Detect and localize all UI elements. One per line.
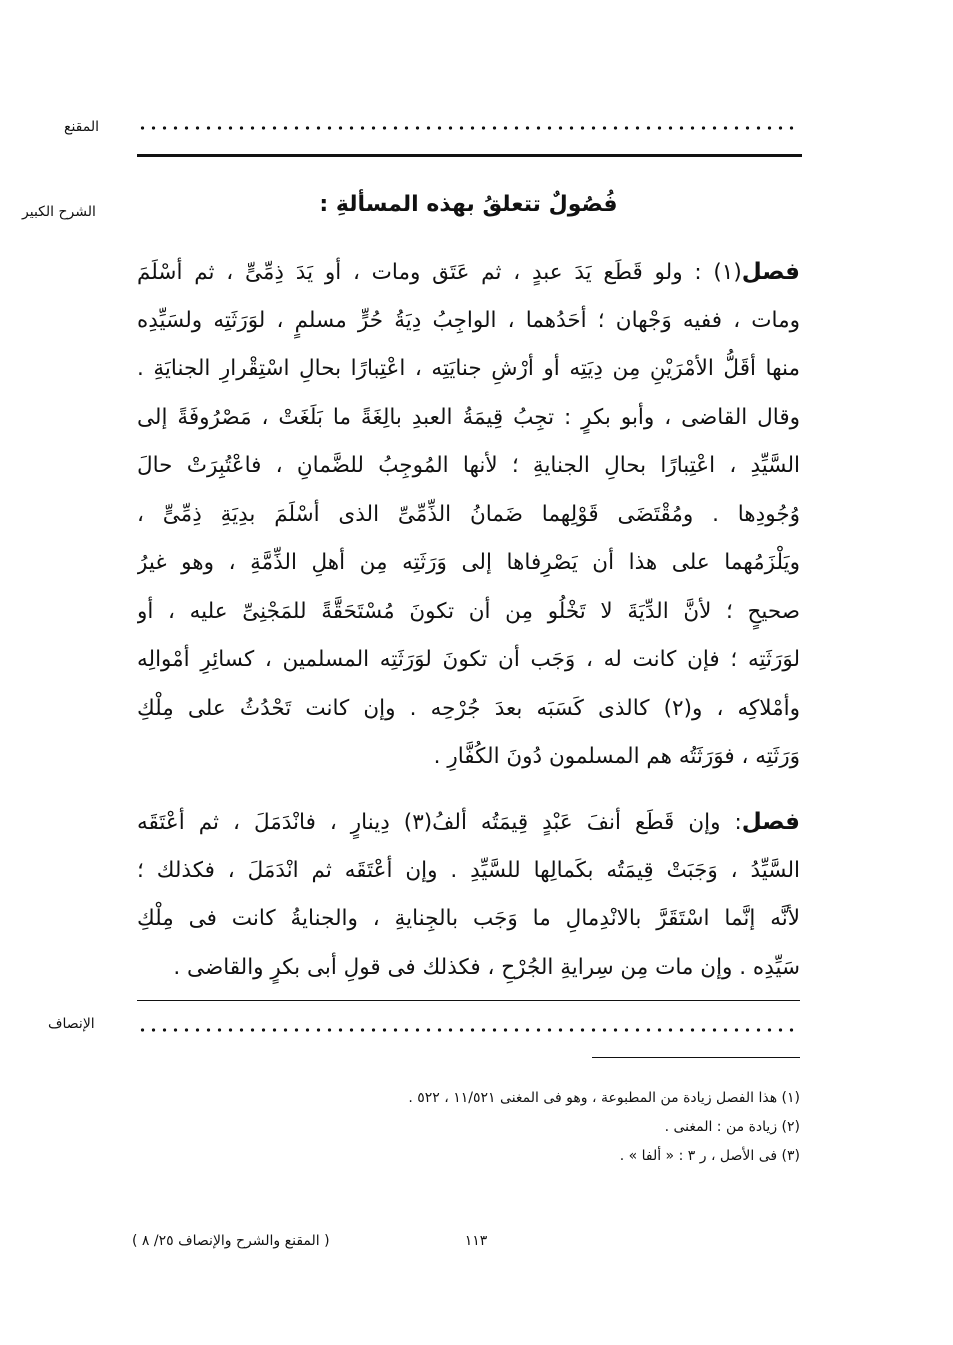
text-line: وأمْلاكِه ، و(٢) كالذى كَسَبَه بعدَ جُرْحِه . وإن كانت تَحْدُثُ على مِلْكِ <box>137 695 800 721</box>
dotted-separator-bottom <box>137 1028 800 1032</box>
page-number: ١١٣ <box>464 1233 488 1249</box>
text-line <box>137 248 800 297</box>
text-segment: (١) : ولو قَطَع يَدَ عبدٍ ، ثم عَتَق ومات ، أو يَدَ ذِمِّىٍّ ، ثم أسْلَمَ <box>137 260 742 285</box>
text-line: وَرَثَتِه ، فوَرَثَتُه هم المسلمون دُونَ الكُفَّارِ . <box>433 744 800 769</box>
section-heading: فُصُولٌ تتعلقُ بهذه المسألةِ : <box>319 192 618 217</box>
paragraph-2 <box>137 798 800 992</box>
text-line: وقال القاضى ، وأبو بكرٍ : تجِبُ قِيمَةُ العبدِ بالِغَةً ما بَلَغَتْ ، مَصْرُوفَةً إلى <box>137 404 800 430</box>
fasl-lead: فصل <box>741 259 800 285</box>
margin-label-insaf: الإنصاف <box>48 1016 95 1032</box>
footnote: (٢) زيادة من : المغنى . <box>664 1119 800 1135</box>
text-line: وُجُودِها . ومُقْتَضَى قَوْلِهما ضَمانُ الذِّمِّىِّ الذى أسْلَمَ بدِيَةِ ذِمِّىٍّ ، <box>137 501 800 527</box>
paragraph-1 <box>137 248 800 782</box>
text-segment: : وإن قَطَع أنفَ عَبْدٍ قِيمَتُه ألفُ(٣) دِينارٍ ، فانْدَمَلَ ، ثم أعْتَقَه <box>137 810 742 835</box>
text-line <box>137 798 800 847</box>
footnote-rule <box>592 1057 800 1058</box>
text-line: ويَلْزَمُهما على هذا أن يَصْرِفاها إلى وَرَثَتِه مِن أهلِ الذِّمَّةِ ، وهو غيرُ <box>137 550 800 575</box>
text-line: منها أقَلُّ الأمْرَيْنِ مِن دِيَتِه أو أرْشِ جنايَتِه ، اعْتِبارًا بحالِ اسْتِقْرارِ الجنايَةِ . <box>137 356 800 381</box>
dotted-separator-top <box>137 126 800 130</box>
text-line: لوَرَثَتِه ؛ فإن كانت له ، وَجَب أن تكونَ لوَرَثَتِه المسلمين ، كسائِرِ أمْوالِه <box>137 647 800 672</box>
footnote: (٣) فى الأصل ، ر ٣ : « ألفا » . <box>619 1148 800 1164</box>
fasl-lead: فصل <box>741 809 800 835</box>
margin-label-sharh: الشرح الكبير <box>22 204 96 220</box>
margin-label-muqni: المقنع <box>64 119 100 135</box>
text-line: لأنَّه إنَّما اسْتَقَرَّ بالانْدِمالِ ما وَجَب بالجِنايةِ ، والجنايةُ كانت فى مِلْكِ <box>137 906 800 931</box>
text-line: صحيحٍ ؛ لأنَّ الدِّيَةَ لا تَخْلُو مِن أن تكونَ مُسْتَحَقَّةً للمَجْنِىِّ عليه ، أو <box>137 598 800 624</box>
text-end-rule <box>137 1000 800 1001</box>
text-line: السَّيِّدِ ، اعْتِبارًا بحالِ الجنايةِ ؛ لأنها المُوجِبُ للضَّمانِ ، فاعْتُبِرَتْ حالَ <box>137 453 800 478</box>
header-rule <box>137 154 802 157</box>
text-line: السَّيِّدُ ، وَجَبَتْ قِيمَتُه بكَمالِها للسَّيِّدِ . وإن أعْتَقَه ثم انْدَمَلَ ، فكذلك ؛ <box>137 857 800 883</box>
text-line: سَيِّدِه . وإن مات مِن سِرايةِ الجُرْحِ ، فكذلك فى قولِ أبى بكرٍ والقاضى . <box>173 954 800 980</box>
footnote: (١) هذا الفصل زيادة من المطبوعة ، وهو فى المغنى ١١/٥٢١ ، ٥٢٢ . <box>408 1090 800 1106</box>
volume-reference: ( المقنع والشرح والإنصاف ٢٥/ ٨ ) <box>132 1233 330 1249</box>
footnotes <box>137 1084 800 1171</box>
text-line: ومات ، ففيه وَجْهان ؛ أحَدُهما ، الواجِبُ دِيَةُ حُرٍّ مسلمٍ ، لوَرَثَتِه ولسَيِّدِه <box>137 307 800 333</box>
